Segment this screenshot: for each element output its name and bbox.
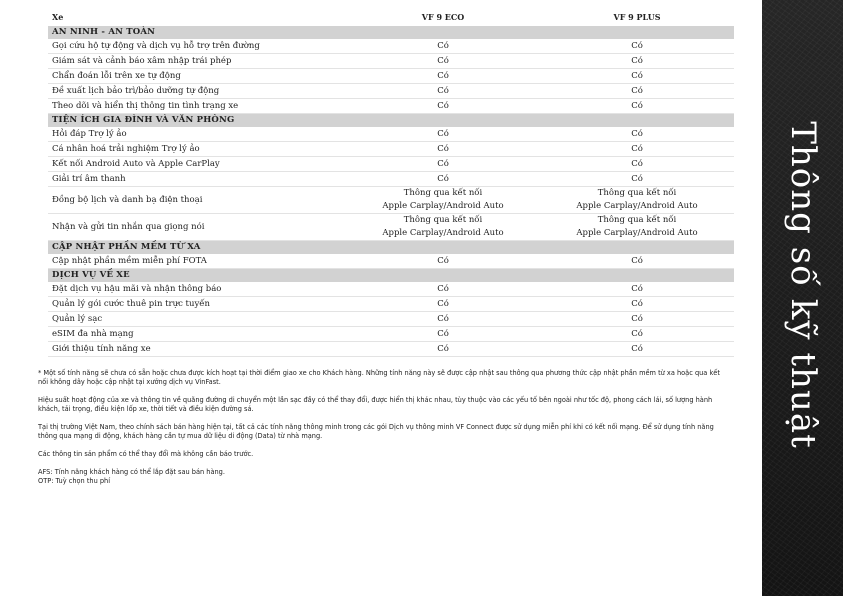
- section-title: DỊCH VỤ VỀ XE: [48, 269, 734, 283]
- value-line: Thông qua kết nối: [403, 215, 483, 225]
- feature-name: Đồng bộ lịch và danh bạ điện thoại: [48, 187, 346, 214]
- feature-name: Theo dõi và hiển thị thông tin tình trạng xe: [48, 99, 346, 114]
- table-header-row: [48, 9, 734, 26]
- feature-name: Cập nhật phần mềm miễn phí FOTA: [48, 254, 346, 269]
- table-row: [48, 39, 734, 54]
- value-line: Thông qua kết nối: [403, 188, 483, 198]
- header-vf9-eco: VF 9 ECO: [421, 12, 465, 22]
- value-eco: Có: [346, 84, 540, 99]
- value-plus: Có: [540, 312, 734, 327]
- value-plus: Có: [540, 142, 734, 157]
- feature-name: Nhận và gửi tin nhắn qua giọng nói: [48, 214, 346, 241]
- value-plus: Có: [540, 297, 734, 312]
- table-row: [48, 282, 734, 297]
- feature-name: Chẩn đoán lỗi trên xe tự động: [48, 69, 346, 84]
- footnote-performance: Hiệu suất hoạt động của xe và thông tin về quãng đường di chuyển một lần sạc đầy có thể thay đổi, được hiển thị khác nhau, tùy thuộc vào các yếu tố bên ngoài như tốc độ, phong cách lái, số lượng hành khách, tải trọng, điều kiện lốp xe, thời tiết và điều kiện đường sá.: [38, 396, 713, 413]
- value-eco: Có: [346, 172, 540, 187]
- value-plus: Có: [540, 157, 734, 172]
- value-line: Apple Carplay/Android Auto: [382, 228, 504, 238]
- value-eco: Có: [346, 312, 540, 327]
- value-line: Apple Carplay/Android Auto: [382, 201, 504, 211]
- spec-table-body: [48, 26, 734, 357]
- footnotes: [38, 369, 730, 486]
- value-plus: Có: [540, 327, 734, 342]
- feature-name: Giám sát và cảnh báo xâm nhập trái phép: [48, 54, 346, 69]
- table-row: [48, 214, 734, 241]
- value-eco: Có: [346, 69, 540, 84]
- value-plus: Có: [540, 342, 734, 357]
- value-plus: [540, 214, 734, 241]
- value-eco: [346, 214, 540, 241]
- value-plus: Có: [540, 84, 734, 99]
- value-eco: [346, 187, 540, 214]
- table-row: [48, 297, 734, 312]
- footnote-vf-connect: Tại thị trường Việt Nam, theo chính sách bán hàng hiện tại, tất cả các tính năng thông minh trong các gói Dịch vụ thông minh VF Connect được sử dụng miễn phí khi có kết nối mạng. Để sử dụng tính năng thông qua mạng di động, khách hàng cần tự mua dữ liệu di động (Data) từ nhà mạng.: [38, 423, 714, 440]
- feature-name: eSIM đa nhà mạng: [48, 327, 346, 342]
- value-eco: Có: [346, 342, 540, 357]
- value-plus: Có: [540, 69, 734, 84]
- feature-name: Cá nhân hoá trải nghiệm Trợ lý ảo: [48, 142, 346, 157]
- feature-name: Giải trí âm thanh: [48, 172, 346, 187]
- feature-name: Giới thiệu tính năng xe: [48, 342, 346, 357]
- value-eco: Có: [346, 282, 540, 297]
- value-line: Apple Carplay/Android Auto: [576, 201, 698, 211]
- table-row: [48, 254, 734, 269]
- value-plus: Có: [540, 99, 734, 114]
- section-title: CẬP NHẬT PHẦN MỀM TỪ XA: [48, 241, 734, 255]
- header-vf9-plus: VF 9 PLUS: [613, 12, 661, 22]
- section-header-row: [48, 114, 734, 128]
- footnote-otp: OTP: Tuỳ chọn thu phí: [38, 477, 111, 485]
- value-eco: Có: [346, 99, 540, 114]
- sidebar-title: Thông số kỹ thuật: [782, 121, 823, 449]
- sidebar-panel: [762, 0, 843, 596]
- value-plus: Có: [540, 282, 734, 297]
- value-eco: Có: [346, 327, 540, 342]
- value-line: Thông qua kết nối: [597, 188, 677, 198]
- feature-name: Đề xuất lịch bảo trì/bảo dưỡng tự động: [48, 84, 346, 99]
- section-title: TIỆN ÍCH GIA ĐÌNH VÀ VĂN PHÒNG: [48, 114, 734, 128]
- spec-table: [48, 9, 734, 357]
- value-plus: Có: [540, 39, 734, 54]
- value-plus: Có: [540, 254, 734, 269]
- value-plus: Có: [540, 172, 734, 187]
- feature-name: Đặt dịch vụ hậu mãi và nhận thông báo: [48, 282, 346, 297]
- table-row: [48, 327, 734, 342]
- section-header-row: [48, 269, 734, 283]
- table-row: [48, 342, 734, 357]
- footnote-disclaimer: Các thông tin sản phẩm có thể thay đổi mà không cần báo trước.: [38, 450, 254, 458]
- table-row: [48, 312, 734, 327]
- feature-name: Kết nối Android Auto và Apple CarPlay: [48, 157, 346, 172]
- section-title: AN NINH - AN TOÀN: [48, 26, 734, 39]
- table-row: [48, 157, 734, 172]
- feature-name: Quản lý gói cước thuê pin trực tuyến: [48, 297, 346, 312]
- table-row: [48, 84, 734, 99]
- value-line: Thông qua kết nối: [597, 215, 677, 225]
- feature-name: Hỏi đáp Trợ lý ảo: [48, 127, 346, 142]
- value-eco: Có: [346, 127, 540, 142]
- table-row: [48, 142, 734, 157]
- feature-name: Quản lý sạc: [48, 312, 346, 327]
- value-eco: Có: [346, 54, 540, 69]
- section-header-row: [48, 26, 734, 39]
- feature-name: Gọi cứu hộ tự động và dịch vụ hỗ trợ trên đường: [48, 39, 346, 54]
- value-plus: Có: [540, 127, 734, 142]
- table-row: [48, 99, 734, 114]
- header-feature: Xe: [52, 12, 64, 22]
- footnote-afs: AFS: Tính năng khách hàng có thể lắp đặt sau bán hàng.: [38, 468, 225, 476]
- value-eco: Có: [346, 142, 540, 157]
- value-eco: Có: [346, 297, 540, 312]
- value-line: Apple Carplay/Android Auto: [576, 228, 698, 238]
- value-eco: Có: [346, 254, 540, 269]
- table-row: [48, 172, 734, 187]
- section-header-row: [48, 241, 734, 255]
- footnote-software-update: * Một số tính năng sẽ chưa có sẵn hoặc chưa được kích hoạt tại thời điểm giao xe cho Khách hàng. Những tính năng này sẽ được cập nhật sau thông qua phương thức cập nhật phần mềm từ xa hoặc qua kết nối không dây hoặc cập nhật tại xưởng dịch vụ VinFast.: [38, 369, 720, 386]
- table-row: [48, 127, 734, 142]
- value-eco: Có: [346, 157, 540, 172]
- table-row: [48, 54, 734, 69]
- table-row: [48, 69, 734, 84]
- value-eco: Có: [346, 39, 540, 54]
- value-plus: [540, 187, 734, 214]
- table-row: [48, 187, 734, 214]
- value-plus: Có: [540, 54, 734, 69]
